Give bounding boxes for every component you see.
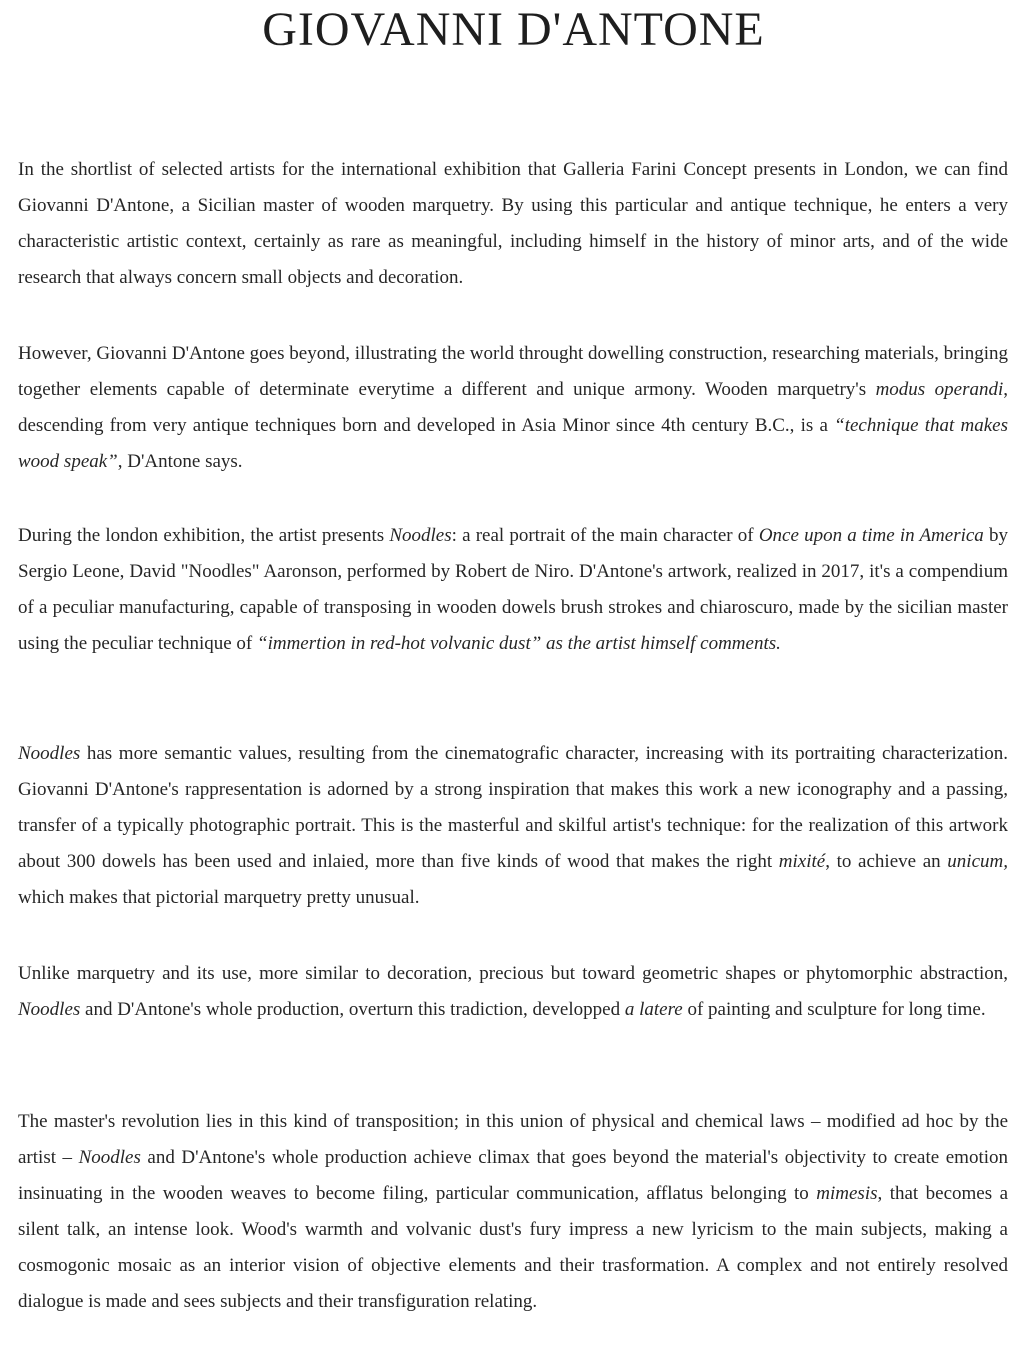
italic-segment: mimesis: [816, 1183, 878, 1204]
text-segment: , D'Antone says.: [117, 451, 243, 472]
document-title: GIOVANNI D'ANTONE: [262, 3, 765, 56]
paragraph-tradition: [18, 956, 1008, 1028]
text-segment: : a real portrait of the main character of: [451, 525, 759, 546]
text-segment: has more semantic values, resulting from the cinematografic character, increasing with its portraiting characterization. Giovanni D'Antone's rappresentation is adorned by a strong inspiration that makes this work a new iconography and a passing, transfer of a typically photographic portrait. This is the masterful and skilful artist's technique: for the realization of this artwork about 300 dowels has been used and inlaied, more than five kinds of wood that makes the right: [18, 743, 1008, 872]
text-segment: However, Giovanni D'Antone goes beyond, illustrating the world throught dowelling construction, researching materials, bringing together elements capable of determinate everytime a different and unique armony. Wooden marquetry's: [18, 343, 1008, 400]
italic-segment: mixité: [778, 851, 826, 872]
italic-segment: Noodles: [389, 525, 452, 546]
text-segment: The master's revolution lies in this kind of transposition; in this union of physical and chemical laws – modified ad hoc by the artist –: [18, 1111, 1008, 1168]
text-segment: Unlike marquetry and its use, more similar to decoration, precious but toward geometric shapes or phytomorphic abstraction,: [18, 963, 1008, 984]
italic-segment: Noodles: [78, 1147, 141, 1168]
italic-segment: Noodles: [18, 999, 81, 1020]
italic-segment: modus operandi: [875, 379, 1004, 400]
text-segment: and D'Antone's whole production achieve climax that goes beyond the material's objectivity to create emotion insinuating in the wooden weaves to become filing, particular communication, afflatus belonging to: [18, 1147, 1008, 1204]
text-segment: and D'Antone's whole production, overturn this tradiction, developped: [80, 999, 625, 1020]
italic-segment: “technique that makes wood speak”: [18, 415, 1009, 472]
text-segment: by Sergio Leone, David "Noodles" Aaronson, performed by Robert de Niro. D'Antone's artwork, realized in 2017, it's a compendium of a peculiar manufacturing, capable of transposing in wooden dowels brush strokes and chiaroscuro, made by the sicilian master using the peculiar technique of: [18, 525, 1008, 654]
italic-segment: “immertion in red-hot volvanic dust” as the artist himself comments.: [257, 633, 781, 654]
paragraph-technique: [18, 336, 1008, 480]
text-segment: of painting and sculpture for long time.: [682, 999, 986, 1020]
italic-segment: Noodles: [18, 743, 81, 764]
italic-segment: unicum,: [947, 851, 1008, 872]
text-segment: In the shortlist of selected artists for the international exhibition that Galleria Farini Concept presents in London, we can find Giovanni D'Antone, a Sicilian master of wooden marquetry. By using this particular and antique technique, he enters a very characteristic artistic context, certainly as rare as meaningful, including himself in the history of minor arts, and of the wide research that always concern small objects and decoration.: [18, 159, 1008, 288]
italic-segment: Once upon a time in America: [758, 525, 984, 546]
text-segment: , to achieve an: [825, 851, 948, 872]
text-segment: which makes that pictorial marquetry pretty unusual.: [18, 887, 420, 908]
italic-segment: a latere: [624, 999, 683, 1020]
text-segment: , descending from very antique techniques born and developed in Asia Minor since 4th century B.C., is a: [18, 379, 1008, 436]
paragraph-exhibition: [18, 518, 1008, 662]
paragraph-revolution: [18, 1104, 1008, 1320]
text-segment: During the london exhibition, the artist presents: [18, 525, 390, 546]
text-segment: , that becomes a silent talk, an intense look. Wood's warmth and volvanic dust's fury impress a new lyricism to the main subjects, making a cosmogonic mosaic as an interior vision of objective elements and their trasformation. A complex and not entirely resolved dialogue is made and sees subjects and their transfiguration relating.: [18, 1183, 1008, 1312]
paragraph-intro: [18, 152, 1008, 296]
paragraph-noodles: [18, 736, 1008, 916]
